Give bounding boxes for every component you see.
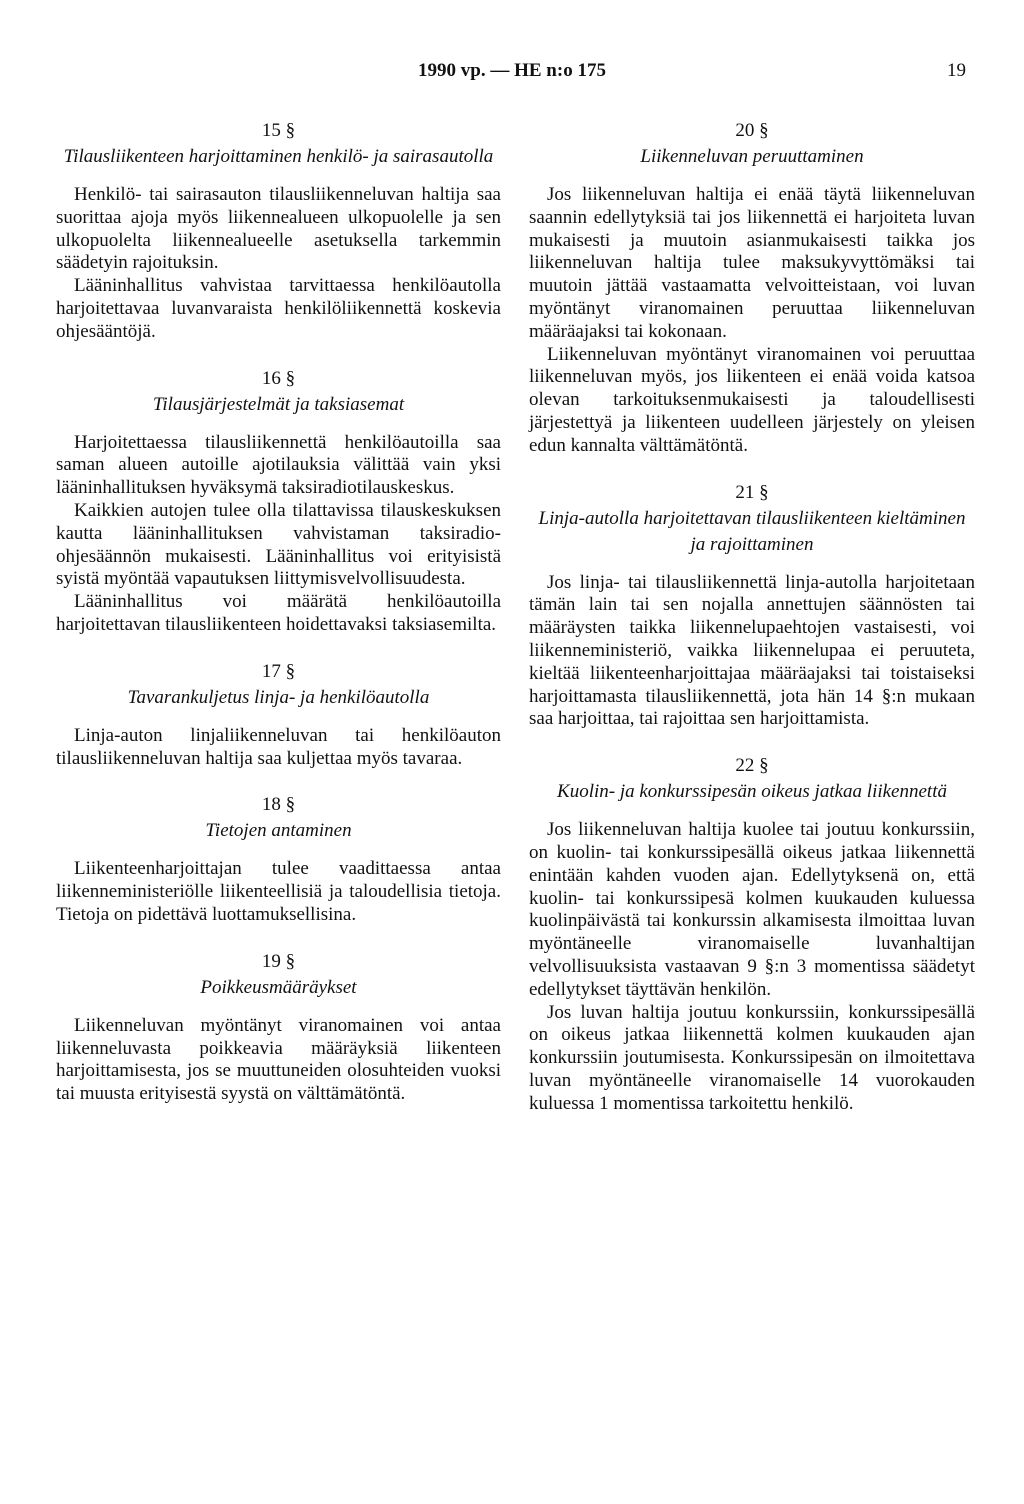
paragraph: Jos luvan haltija joutuu konkurssiin, konkurssipesällä on oikeus jatkaa liikennettä kolmen kuukauden ajan konkurssiin joutumisesta. Konkurssipesän on ilmoitettava luvan myöntäneelle viranomaiselle 14 vuorokauden kuluessa 1 momentissa tarkoitettu henkilö. <box>529 1001 975 1114</box>
section-title: Tietojen antaminen <box>205 820 352 842</box>
paragraph: Liikenteenharjoittajan tulee vaadittaessa antaa liikenneministeriölle liikenteellisiä ja taloudellisia tietoja. Tietoja on pidettävä luottamuksellisina. <box>56 858 501 925</box>
section-number: 16 § <box>261 367 296 389</box>
paragraph: Kaikkien autojen tulee olla tilattavissa tilauskeskuksen kautta lääninhallituksen vahvistaman taksiradio-ohjesäännön mukaisesti. Lääninhallitus voi erityisistä syistä myöntää vapautuksen liittymisvelvollisuudesta. <box>56 499 501 590</box>
section-17 <box>56 659 501 771</box>
section-19 <box>56 949 501 1106</box>
paragraph: Jos linja- tai tilausliikennettä linja-autolla harjoitetaan tämän lain tai sen nojalla annettujen säännösten tai määräysten taikka liikennelupaehtojen vastaisesti, voi liikenneministeriö, vaikka liikennelupaa ei peruuteta, kieltää liikenteenharjoittajaa määräajaksi tai toistaiseksi harjoittamasta tilausliikennettä, jota hän 14 §:n mukaan saa harjoittaa, tai rajoittaa sen harjoittamista. <box>529 571 975 730</box>
paragraph: Jos liikenneluvan haltija kuolee tai joutuu konkurssiin, on kuolin- tai konkurssipesällä oikeus jatkaa liikennettä enintään kahden vuoden ajan. Edellytyksenä on, että kuolin- tai konkurssipesä kolmen kuukauden kuluessa kuolinpäivästä tai konkurssin alkamisesta ilmoittaa luvan myöntäneelle viranomaiselle luvanhaltijan velvollisuuksista vastaavan 9 §:n 3 momentissa säädetyt edellytykset täyttävän henkilön. <box>529 819 975 1000</box>
paragraph: Linja-auton linjaliikenneluvan tai henkilöauton tilausliikenneluvan haltija saa kuljettaa myös tavaraa. <box>56 724 501 769</box>
paragraph: Jos liikenneluvan haltija ei enää täytä liikenneluvan saannin edellytyksiä tai jos liikennettä ei harjoiteta luvan mukaisesti ja muutoin asianmukaisesti taikka jos liikenneluvan haltija tulee maksukyvyttömäksi tai muutoin jättää vastaamatta velvoitteistaan, voi luvan myöntänyt viranomainen peruuttaa liikenneluvan määräajaksi tai kokonaan. <box>529 184 975 342</box>
section-title: Tilausliikenteen harjoittaminen henkilö- ja sairasautolla <box>63 146 494 167</box>
section-title: Tavarankuljetus linja- ja henkilöautolla <box>127 686 430 708</box>
section-number: 18 § <box>261 794 296 816</box>
section-title: Kuolin- ja konkurssipesän oikeus jatkaa liikennettä <box>557 781 947 803</box>
paragraph: Lääninhallitus voi määrätä henkilöautoilla harjoitettavan tilausliikenteen hoidettavaksi taksiasemilta. <box>56 591 501 635</box>
left-column <box>56 118 501 1106</box>
section-21 <box>529 480 975 732</box>
section-number: 21 § <box>735 481 769 503</box>
section-18 <box>56 792 501 926</box>
section-number: 20 § <box>735 120 769 141</box>
section-20 <box>529 118 975 458</box>
paragraph: Henkilö- tai sairasauton tilausliikenneluvan haltija saa suorittaa ajoja myös liikennealueen ulkopuolelle ja sen ulkopuolelta liikennealueelle asetuksella tarkemmin säädetyin rajoituksin. <box>56 184 501 274</box>
section-16 <box>56 366 501 637</box>
section-15 <box>56 118 501 344</box>
section-title: Poikkeusmääräykset <box>200 976 357 998</box>
page-number: 19 <box>947 60 966 81</box>
section-title: Linja-autolla harjoitettavan tilausliikenteen kieltäminen ja rajoittaminen <box>538 507 966 555</box>
section-title: Tilausjärjestelmät ja taksiasemat <box>152 393 405 415</box>
paragraph: Liikenneluvan myöntänyt viranomainen voi peruuttaa liikenneluvan myös, jos liikenteen ei enää voida katsoa olevan tarkoituksenmukaisesti ja taloudellisesti järjestettyä ja liikenteen uudelleen järjestely on yleisen edun kannalta välttämätöntä. <box>529 343 975 456</box>
paragraph: Liikenneluvan myöntänyt viranomainen voi antaa liikenneluvasta poikkeavia määräyksiä liikenteen harjoittamisesta, jos se muuttuneiden olosuhteiden vuoksi tai muusta erityisestä syystä on välttämätöntä. <box>56 1014 501 1105</box>
header-title: 1990 vp. — HE n:o 175 <box>418 60 606 81</box>
section-number: 19 § <box>261 950 296 972</box>
right-column <box>529 118 975 1116</box>
section-number: 17 § <box>261 660 296 682</box>
section-number: 22 § <box>735 755 769 777</box>
section-title: Liikenneluvan peruuttaminen <box>640 146 864 167</box>
paragraph: Lääninhallitus vahvistaa tarvittaessa henkilöautolla harjoitettavaa luvanvaraista henkilöliikennettä koskevia ohjesääntöjä. <box>56 275 501 342</box>
paragraph: Harjoitettaessa tilausliikennettä henkilöautoilla saa saman alueen autoille ajotilauksia välittää vain yksi lääninhallituksen hyväksymä taksiradiotilauskeskus. <box>56 431 501 499</box>
section-number: 15 § <box>261 120 296 141</box>
page-header <box>0 60 1024 90</box>
section-22 <box>529 753 975 1115</box>
